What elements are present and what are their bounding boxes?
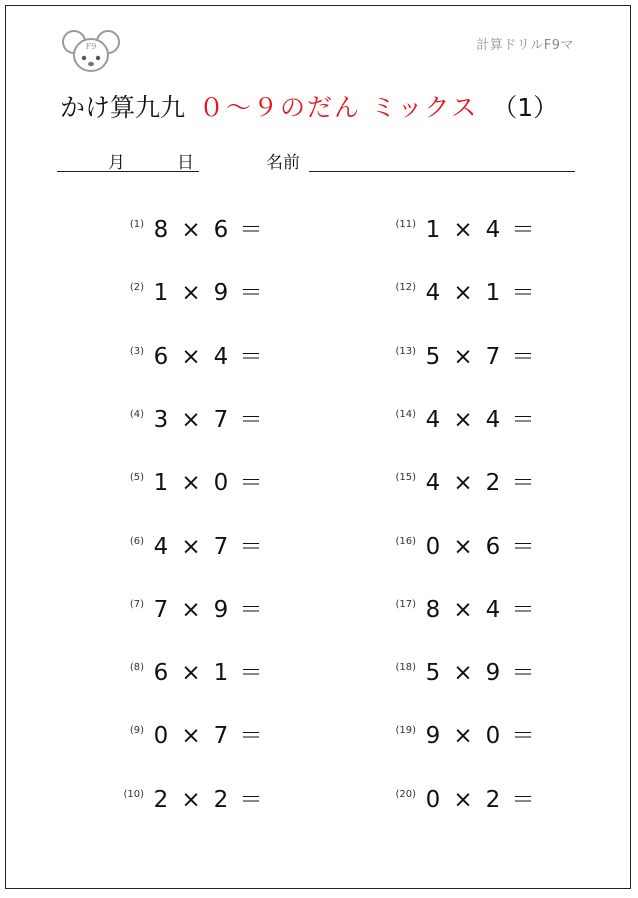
multiplicand: 5 [425,660,441,687]
page-title [60,88,558,124]
equals-sign: ＝ [239,470,263,497]
multiply-sign: × [453,723,473,750]
multiplicand: 1 [425,217,441,243]
problem-number: (11) [395,219,416,230]
equals-sign: ＝ [511,217,535,243]
name-label: 名前 [266,153,300,173]
problem-expression [418,781,538,814]
multiply-sign: × [181,786,201,813]
problem-expression [146,717,266,750]
problem-number: (6) [129,535,144,547]
multiplier: 9 [485,660,501,687]
multiplier: 0 [213,470,229,497]
multiplier: 0 [485,723,501,750]
equals-sign: ＝ [239,723,263,750]
multiply-sign: × [181,723,201,750]
multiplicand: 2 [153,786,169,813]
multiply-sign: × [181,596,201,623]
month-label: 月 [108,153,125,173]
equals-sign: ＝ [239,533,263,560]
problem-expression [418,591,538,624]
problem-expression [146,528,266,561]
equals-sign: ＝ [511,723,535,750]
problem-number: (18) [395,662,416,674]
equals-sign: ＝ [511,786,535,813]
multiply-sign: × [181,343,201,370]
problem-number: (4) [129,408,144,420]
problem-number: (12) [395,282,416,294]
day-label: 日 [177,153,194,173]
logo-text: F9 [85,42,97,51]
multiply-sign: × [181,470,201,497]
multiplicand: 4 [425,470,441,497]
multiply-sign: × [453,533,473,560]
equals-sign: ＝ [239,406,263,433]
equals-sign: ＝ [239,217,263,243]
multiplier: 7 [213,406,229,433]
problem-number: (16) [395,535,416,547]
multiplicand: 4 [425,406,441,433]
equals-sign: ＝ [239,596,263,623]
problem-expression [418,528,538,561]
equals-sign: ＝ [511,596,535,623]
title-number: （1） [492,93,559,122]
equals-sign: ＝ [511,280,535,307]
problem-number: (10) [123,788,144,800]
problem-expression [418,654,538,687]
problem-expression [146,464,266,497]
equals-sign: ＝ [239,786,263,813]
equals-sign: ＝ [511,660,535,687]
problem-expression [146,654,266,687]
worksheet-page [5,5,631,889]
multiplier: 4 [485,406,501,433]
multiply-sign: × [181,660,201,687]
problem-number: (15) [395,472,416,484]
multiplier: 7 [213,533,229,560]
problem-number: (19) [395,725,416,737]
multiplier: 4 [485,596,501,623]
multiplier: 2 [485,470,501,497]
problem-expression [418,401,538,434]
mouse-face-icon [61,26,121,78]
multiplier: 6 [213,217,229,243]
multiplicand: 6 [153,660,169,687]
multiply-sign: × [453,596,473,623]
title-range: ０～９のだん ミックス [199,93,479,122]
multiplicand: 1 [153,470,169,497]
problem-number: (2) [129,282,144,294]
multiplicand: 5 [425,343,441,370]
problem-expression [146,401,266,434]
multiply-sign: × [181,533,201,560]
problem-expression [146,781,266,814]
problem-expression [418,464,538,497]
multiplier: 1 [485,280,501,307]
problem-expression [146,591,266,624]
problem-expression [418,211,538,244]
multiplicand: 6 [153,343,169,370]
date-field[interactable] [57,147,199,172]
problem-expression [418,274,538,307]
problem-number: (8) [129,662,144,674]
equals-sign: ＝ [511,470,535,497]
problem-number: (20) [395,788,416,800]
multiplicand: 0 [153,723,169,750]
problem-expression [146,211,266,244]
multiply-sign: × [453,217,473,243]
problem-expression [418,338,538,371]
problem-number: (1) [129,219,144,230]
multiplicand: 3 [153,406,169,433]
equals-sign: ＝ [239,343,263,370]
equals-sign: ＝ [239,660,263,687]
problem-expression [146,338,266,371]
multiply-sign: × [453,786,473,813]
multiply-sign: × [181,280,201,307]
multiplicand: 0 [425,786,441,813]
multiply-sign: × [453,343,473,370]
multiplicand: 8 [425,596,441,623]
multiplicand: 0 [425,533,441,560]
multiplier: 7 [485,343,501,370]
problem-number: (7) [129,598,144,610]
multiplier: 1 [213,660,229,687]
multiplier: 4 [213,343,229,370]
problem-number: (13) [395,345,416,357]
multiplicand: 9 [425,723,441,750]
multiplicand: 7 [153,596,169,623]
multiply-sign: × [181,217,201,243]
title-main: かけ算九九 [60,93,186,122]
multiplicand: 4 [153,533,169,560]
problem-number: (17) [395,598,416,610]
multiply-sign: × [181,406,201,433]
equals-sign: ＝ [511,343,535,370]
multiplier: 2 [213,786,229,813]
multiply-sign: × [453,470,473,497]
problem-number: (5) [129,472,144,484]
equals-sign: ＝ [239,280,263,307]
multiplier: 2 [485,786,501,813]
brand-label: 計算ドリルF9マ [476,38,574,53]
multiplier: 6 [485,533,501,560]
multiplicand: 1 [153,280,169,307]
name-field[interactable] [309,171,575,172]
problem-number: (3) [129,345,144,357]
multiply-sign: × [453,280,473,307]
multiply-sign: × [453,660,473,687]
problem-number: (14) [395,408,416,420]
problem-expression [146,274,266,307]
multiplicand: 8 [153,217,169,243]
multiplier: 4 [485,217,501,243]
multiplier: 9 [213,280,229,307]
multiply-sign: × [453,406,473,433]
multiplicand: 4 [425,280,441,307]
multiplier: 9 [213,596,229,623]
equals-sign: ＝ [511,533,535,560]
problem-number: (9) [129,725,144,737]
multiplier: 7 [213,723,229,750]
equals-sign: ＝ [511,406,535,433]
problem-expression [418,717,538,750]
